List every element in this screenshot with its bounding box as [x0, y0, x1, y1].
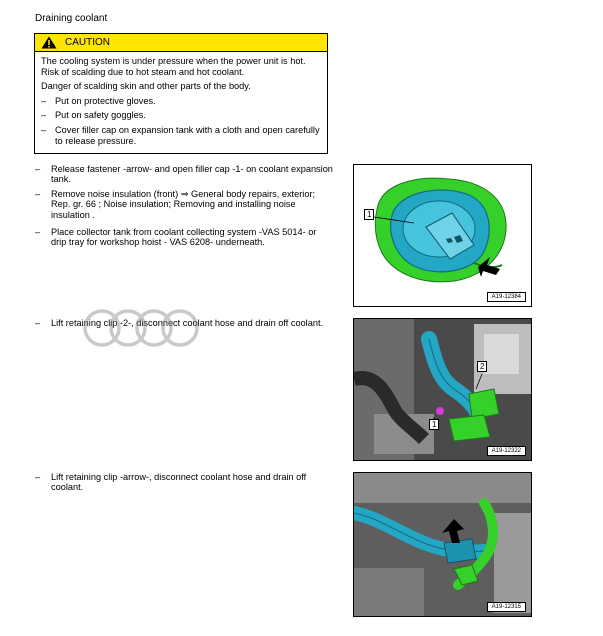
hose-connection-illustration	[354, 473, 531, 616]
coolant-hose-illustration	[354, 319, 531, 460]
caution-header	[35, 34, 327, 52]
figure-hose-connection	[353, 472, 532, 617]
step-item: – Lift retaining clip -2-, disconnect coolant hose and drain off coolant.	[35, 318, 333, 328]
caution-item: – Put on safety goggles.	[41, 110, 321, 121]
step-text: Lift retaining clip -2-, disconnect coolant hose and drain off coolant.	[51, 318, 324, 328]
caution-heading: CAUTION	[65, 37, 110, 48]
callout-label: 1	[429, 419, 439, 430]
step-text: Place collector tank from coolant collecting system -VAS 5014- or drip tray for workshop hoist - VAS 6208- underneath.	[51, 227, 317, 248]
step-text: Release fastener -arrow- and open filler cap -1- on coolant expansion tank.	[51, 164, 333, 185]
caution-box	[34, 33, 328, 154]
four-rings-logo	[80, 306, 204, 350]
step-item: – Lift retaining clip -arrow-, disconnect coolant hose and drain off coolant.	[35, 472, 333, 493]
caution-body	[35, 52, 327, 153]
step-item: – Remove noise insulation (front) ⇒ General body repairs, exterior; Rep. gr. 66 ; Noise insulation; Removing and installing noise insulation .	[35, 189, 333, 220]
expansion-tank-illustration	[354, 165, 531, 306]
caution-item: – Put on protective gloves.	[41, 96, 321, 107]
figure-id: A19-12384	[487, 292, 526, 302]
caution-paragraph: Danger of scalding skin and other parts of the body.	[41, 81, 251, 92]
figure-retaining-clip	[353, 318, 532, 461]
warning-triangle-icon	[41, 36, 57, 49]
step-item: – Place collector tank from coolant collecting system -VAS 5014- or drip tray for workshop hoist - VAS 6208- underneath.	[35, 227, 333, 248]
callout-label: 1	[364, 209, 374, 220]
figure-id: A19-12315	[487, 602, 526, 612]
figure-expansion-tank	[353, 164, 532, 307]
caution-item: – Cover filler cap on expansion tank with a cloth and open carefully to release pressure.	[41, 125, 321, 146]
caution-list	[41, 96, 321, 146]
caution-paragraph: The cooling system is under pressure when the power unit is hot. Risk of scalding due to hot steam and hot coolant.	[41, 56, 306, 77]
figure-id: A19-12322	[487, 446, 526, 456]
step-text: Remove noise insulation (front) ⇒ General body repairs, exterior; Rep. gr. 66 ; Noise insulation; Removing and installing noise insulation .	[51, 189, 316, 220]
callout-label: 2	[477, 361, 487, 372]
page-title: Draining coolant	[35, 13, 108, 24]
step-text: Lift retaining clip -arrow-, disconnect coolant hose and drain off coolant.	[51, 472, 307, 493]
step-item: – Release fastener -arrow- and open filler cap -1- on coolant expansion tank.	[35, 164, 333, 185]
